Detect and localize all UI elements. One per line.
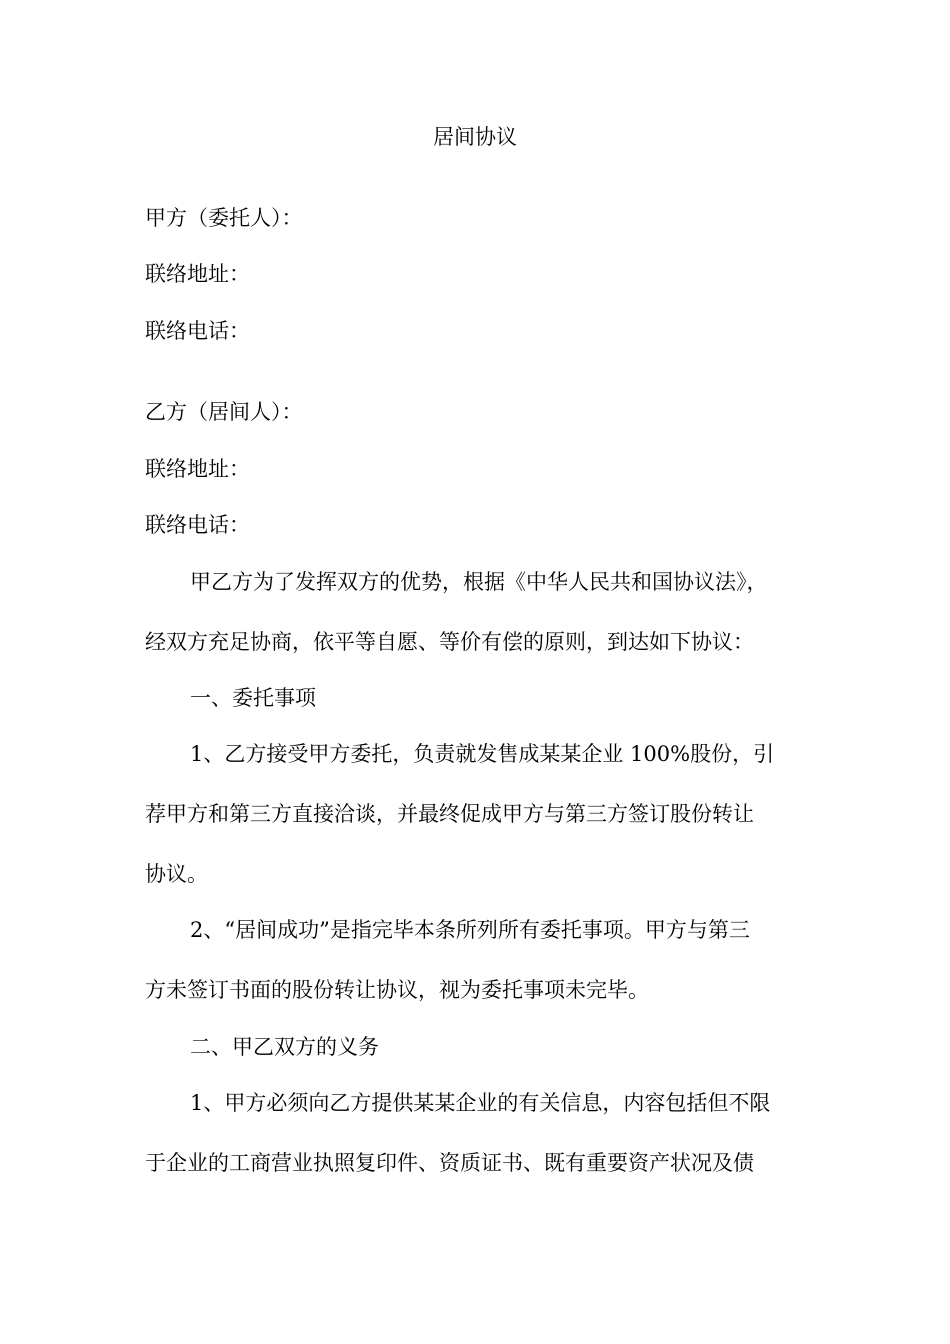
document-title: 居间协议: [433, 125, 517, 149]
section1-item1-line-1: 1、乙方接受甲方委托，负责就发售成某某企业 100%股份，引: [190, 742, 775, 766]
section1-item1-line-2: 荐甲方和第三方直接洽谈，并最终促成甲方与第三方签订股份转让: [145, 802, 754, 826]
section2-item1-line-2: 于企业的工商营业执照复印件、资质证书、既有重要资产状况及债: [145, 1151, 754, 1175]
party-a-phone-label: 联络电话：: [145, 319, 250, 343]
party-a-label: 甲方（委托人）：: [145, 206, 303, 230]
section2-heading: 二、甲乙双方的义务: [190, 1035, 379, 1059]
party-b-phone-label: 联络电话：: [145, 513, 250, 537]
section1-item2-line-2: 方未签订书面的股份转让协议，视为委托事项未完毕。: [145, 978, 649, 1002]
section2-item1-line-1: 1、甲方必须向乙方提供某某企业的有关信息，内容包括但不限: [190, 1091, 771, 1115]
intro-line-1: 甲乙方为了发挥双方的优势，根据《中华人民共和国协议法》，: [190, 570, 768, 594]
intro-line-2: 经双方充足协商，依平等自愿、等价有偿的原则，到达如下协议：: [145, 630, 754, 654]
section1-heading: 一、委托事项: [190, 686, 316, 710]
section1-item1-line-3: 协议。: [145, 862, 208, 886]
party-a-address-label: 联络地址：: [145, 262, 250, 286]
party-b-label: 乙方（居间人）：: [145, 400, 303, 424]
party-b-address-label: 联络地址：: [145, 457, 250, 481]
section1-item2-line-1: 2、“居间成功”是指完毕本条所列所有委托事项。甲方与第三: [190, 918, 750, 942]
